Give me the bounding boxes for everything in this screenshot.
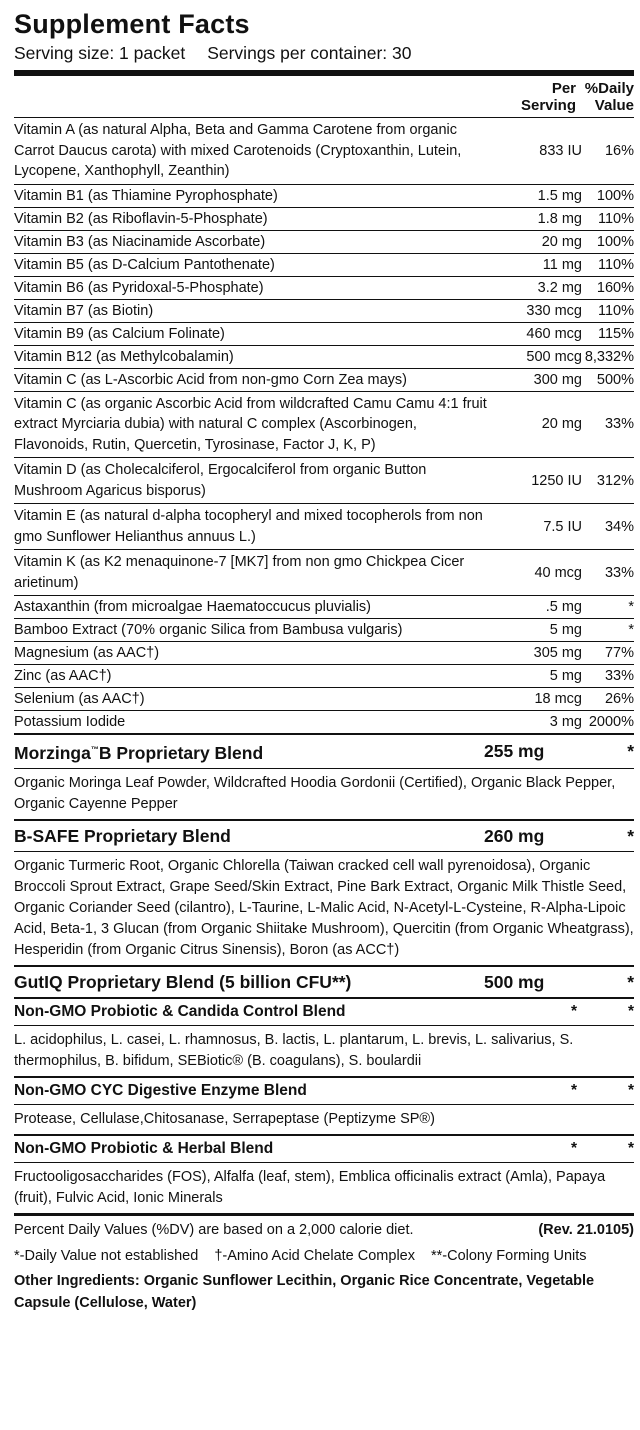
- blend-amount: 260 mg: [484, 825, 545, 846]
- nutrient-row: [14, 710, 634, 733]
- nutrient-daily-value: 110%: [597, 302, 634, 319]
- nutrient-daily-value: 8,332%: [584, 348, 634, 365]
- nutrient-name: Vitamin B2 (as Riboflavin-5-Phosphate): [14, 210, 268, 227]
- nutrient-name: Potassium Iodide: [14, 714, 126, 730]
- nutrient-row: [14, 618, 634, 641]
- blend-name: B-SAFE Proprietary Blend: [14, 825, 231, 846]
- nutrient-name: Vitamin D (as Cholecalciferol, Ergocalciferol from organic Button Mushroom Agaricus bisporus): [14, 462, 427, 499]
- daily-value-footnote: [14, 1213, 634, 1240]
- panel-title: Supplement Facts: [14, 9, 250, 39]
- nutrient-name: Vitamin B12 (as Methylcobalamin): [14, 348, 234, 365]
- blend-dv: *: [627, 741, 634, 762]
- nutrient-amount: 11 mg: [542, 256, 582, 273]
- amount-header: Per Serving: [520, 80, 576, 114]
- blend-ingredients: Organic Moringa Leaf Powder, Wildcrafted Hoodia Gordonii (Certified), Organic Black Pepper, Organic Cayenne Pepper: [14, 768, 634, 819]
- sub-blend-dv: *: [627, 1139, 634, 1157]
- nutrient-row: [14, 368, 634, 391]
- blend-name: Morzinga™B Proprietary Blend: [14, 742, 264, 763]
- nutrient-row: [14, 253, 634, 276]
- nutrient-daily-value: 2000%: [588, 714, 634, 730]
- nutrient-amount: .5 mg: [545, 599, 582, 615]
- sub-blend-ingredients: L. acidophilus, L. casei, L. rhamnosus, B. lactis, L. plantarum, L. brevis, L. salivarius, S. thermophilus, B. bifidum, SEBiotic® (B. coagulans), S. boulardii: [14, 1025, 634, 1076]
- nutrient-row: [14, 595, 634, 618]
- legend-amino-acid-chelate: †-Amino Acid Chelate Complex: [214, 1247, 415, 1264]
- sub-blend-ingredients: Protease, Cellulase,Chitosanase, Serrapeptase (Peptizyme SP®): [14, 1104, 634, 1134]
- symbol-legend: [14, 1246, 634, 1266]
- nutrient-name: Astaxanthin (from microalgae Haematoccucus pluvialis): [14, 599, 372, 615]
- nutrient-row: [14, 457, 634, 503]
- serving-size: Serving size: 1 packet: [14, 43, 186, 63]
- nutrient-row: [14, 276, 634, 299]
- column-header: [14, 76, 634, 117]
- nutrient-daily-value: 33%: [604, 416, 634, 433]
- servings-per-container: Servings per container: 30: [207, 43, 412, 63]
- nutrient-name: Vitamin B9 (as Calcium Folinate): [14, 325, 225, 342]
- nutrient-name: Zinc (as AAC†): [14, 668, 112, 684]
- nutrient-daily-value: 34%: [604, 518, 634, 535]
- blend-dv: *: [627, 971, 634, 992]
- nutrient-row: [14, 299, 634, 322]
- blend-amount: 255 mg: [484, 741, 545, 762]
- nutrient-daily-value: 16%: [604, 142, 634, 159]
- nutrient-row: [14, 664, 634, 687]
- nutrient-row: [14, 184, 634, 207]
- nutrient-daily-value: 26%: [604, 691, 634, 707]
- sub-blend-name: Non-GMO CYC Digestive Enzyme Blend: [14, 1081, 307, 1099]
- nutrient-amount: 3.2 mg: [537, 279, 582, 296]
- supplement-facts-panel: [14, 0, 634, 1314]
- nutrient-daily-value: 110%: [597, 210, 634, 227]
- nutrient-daily-value: 100%: [596, 233, 634, 250]
- sub-blend-dv: *: [627, 1002, 634, 1020]
- blend-dv: *: [627, 825, 634, 846]
- nutrient-name: Vitamin E (as natural d-alpha tocopheryl and mixed tocopherols from non gmo Sunflower Helianthus annuus L.): [14, 508, 483, 545]
- sub-blend-name: Non-GMO Probiotic & Candida Control Blend: [14, 1002, 346, 1020]
- nutrient-daily-value: 160%: [596, 279, 634, 296]
- nutrient-name: Vitamin B3 (as Niacinamide Ascorbate): [14, 233, 266, 250]
- serving-info: [14, 42, 634, 64]
- nutrient-amount: 1.8 mg: [537, 210, 582, 227]
- nutrient-row: [14, 503, 634, 549]
- nutrient-amount: 300 mg: [533, 371, 582, 388]
- nutrient-amount: 330 mcg: [526, 302, 582, 319]
- nutrient-amount: 1.5 mg: [537, 187, 582, 204]
- nutrient-name: Vitamin B6 (as Pyridoxal-5-Phosphate): [14, 279, 264, 296]
- sub-blend-probiotic-herbal: [14, 1134, 634, 1162]
- sub-blend-ingredients: Fructooligosaccharides (FOS), Alfalfa (leaf, stem), Emblica officinalis extract (Amla), Papaya (fruit), Fulvic Acid, Ionic Minerals: [14, 1162, 634, 1213]
- nutrient-name: Vitamin B7 (as Biotin): [14, 302, 154, 319]
- revision-number: (Rev. 21.0105): [538, 1221, 634, 1238]
- blend-gutiq: [14, 965, 634, 997]
- nutrient-amount: 20 mg: [541, 416, 582, 433]
- nutrient-name: Vitamin B5 (as D-Calcium Pantothenate): [14, 256, 275, 273]
- nutrient-daily-value: *: [628, 622, 634, 638]
- nutrient-daily-value: 110%: [597, 256, 634, 273]
- daily-value-header: %Daily Value: [584, 80, 634, 114]
- sub-blend-amount: *: [570, 1081, 578, 1099]
- nutrient-row: [14, 207, 634, 230]
- sub-blend-probiotic-candida: [14, 997, 634, 1025]
- nutrient-daily-value: 312%: [596, 472, 634, 489]
- legend-dv-not-established: *-Daily Value not established: [14, 1247, 199, 1264]
- nutrient-name: Bamboo Extract (70% organic Silica from Bambusa vulgaris): [14, 622, 403, 638]
- nutrient-daily-value: 77%: [604, 645, 634, 661]
- dv-note: Percent Daily Values (%DV) are based on a 2,000 calorie diet.: [14, 1221, 414, 1238]
- blend-ingredients: Organic Turmeric Root, Organic Chlorella (Taiwan cracked cell wall pyrenoidosa), Organic Broccoli Sprout Extract, Grape Seed/Skin Extract, Pine Bark Extract, Organic Milk Thistle Seed, Organic Coriander Seed (cilantro), L-Taurine, L-Malic Acid, N-Acetyl-L-Cysteine, R-Alpha-Lipoic Acid, Beta-1, 3 Glucan (from Organic Shiitake Mushroom), Quercitin (from Organic Wheatgrass), Hesperidin (from Organic Citrus Sinensis), Boron (as ACC†): [14, 851, 634, 965]
- nutrient-amount: 500 mcg: [526, 348, 582, 365]
- nutrient-name: Vitamin C (as L-Ascorbic Acid from non-gmo Corn Zea mays): [14, 371, 407, 388]
- nutrient-amount: 7.5 IU: [543, 518, 582, 535]
- blend-morzinga: [14, 733, 634, 768]
- nutrient-name: Vitamin K (as K2 menaquinone-7 [MK7] from non gmo Chickpea Cicer arietinum): [14, 554, 465, 591]
- sub-blend-amount: *: [570, 1002, 578, 1020]
- nutrient-row: [14, 391, 634, 458]
- nutrient-daily-value: 115%: [597, 325, 634, 342]
- nutrient-amount: 20 mg: [541, 233, 582, 250]
- blend-name: GutIQ Proprietary Blend (5 billion CFU**): [14, 971, 352, 992]
- nutrient-row: [14, 345, 634, 368]
- nutrient-name: Magnesium (as AAC†): [14, 645, 160, 661]
- nutrient-amount: 833 IU: [539, 142, 582, 159]
- sub-blend-amount: *: [570, 1139, 578, 1157]
- nutrient-amount: 5 mg: [549, 622, 582, 638]
- nutrient-amount: 460 mcg: [526, 325, 582, 342]
- other-ingredients: Other Ingredients: Organic Sunflower Lecithin, Organic Rice Concentrate, Vegetable Capsule (Cellulose, Water): [14, 1272, 595, 1311]
- nutrient-name: Vitamin B1 (as Thiamine Pyrophosphate): [14, 187, 278, 204]
- nutrient-daily-value: 100%: [596, 187, 634, 204]
- blend-b-safe: [14, 819, 634, 851]
- nutrient-amount: 40 mcg: [534, 564, 582, 581]
- nutrient-row: [14, 641, 634, 664]
- nutrient-amount: 305 mg: [533, 645, 582, 661]
- sub-blend-digestive-enzyme: [14, 1076, 634, 1104]
- nutrient-amount: 3 mg: [549, 714, 582, 730]
- nutrient-amount: 18 mcg: [534, 691, 582, 707]
- nutrient-daily-value: 500%: [596, 371, 634, 388]
- nutrient-amount: 1250 IU: [531, 472, 582, 489]
- nutrient-row: [14, 117, 634, 184]
- blend-amount: 500 mg: [484, 971, 545, 992]
- nutrient-daily-value: *: [628, 599, 634, 615]
- nutrient-row: [14, 549, 634, 595]
- sub-blend-dv: *: [627, 1081, 634, 1099]
- nutrient-daily-value: 33%: [604, 564, 634, 581]
- nutrient-row: [14, 687, 634, 710]
- nutrient-table: [14, 117, 634, 733]
- nutrient-amount: 5 mg: [549, 668, 582, 684]
- nutrient-name: Vitamin C (as organic Ascorbic Acid from wildcrafted Camu Camu 4:1 fruit extract Myrciaria dubia) with natural C complex (Ascorbinogen, Flavonoids, Rutin, Quercetin, Tyrosinase, Factor J, K, P): [14, 395, 487, 453]
- sub-blend-name: Non-GMO Probiotic & Herbal Blend: [14, 1139, 274, 1157]
- nutrient-row: [14, 322, 634, 345]
- nutrient-name: Vitamin A (as natural Alpha, Beta and Gamma Carotene from organic Carrot Daucus carota) with mixed Carotenoids (Cryptoxanthin, Lutein, Lycopene, Xanthophyll, Zeanthin): [14, 122, 462, 179]
- nutrient-row: [14, 230, 634, 253]
- nutrient-daily-value: 33%: [604, 668, 634, 684]
- nutrient-name: Selenium (as AAC†): [14, 691, 145, 707]
- legend-colony-forming-units: **-Colony Forming Units: [431, 1247, 587, 1264]
